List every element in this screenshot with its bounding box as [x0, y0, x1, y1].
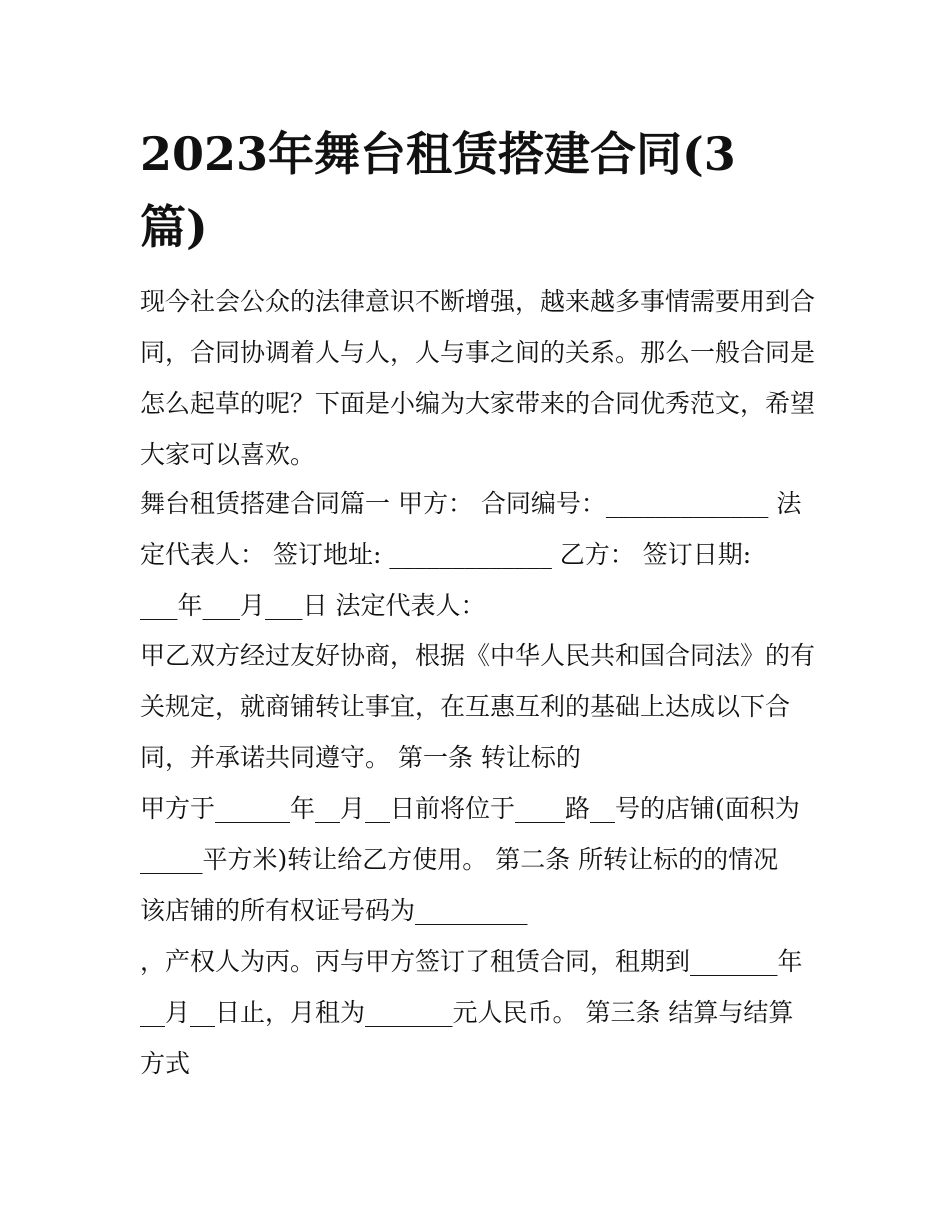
intro-line-2: 同，合同协调着人与人，人与事之间的关系。那么一般合同是	[140, 338, 816, 367]
clause-line-5: _____平方米)转让给乙方使用。 第二条 所转让标的的情况	[140, 845, 779, 874]
clause-line-6: 该店铺的所有权证号码为_________	[140, 896, 528, 925]
document-title	[140, 118, 780, 264]
contract-clause-paragraph	[140, 630, 820, 1089]
contract-header-paragraph	[140, 478, 820, 631]
header-line-2: 定代表人： 签订地址: _____________ 乙方： 签订日期:	[140, 540, 752, 569]
clause-line-3: 同，并承诺共同遵守。 第一条 转让标的	[140, 743, 581, 772]
intro-line-1: 现今社会公众的法律意识不断增强，越来越多事情需要用到合	[140, 287, 816, 316]
clause-line-8: __月__日止，月租为_______元人民币。 第三条 结算与结算	[140, 998, 794, 1027]
clause-line-1: 甲乙双方经过友好协商，根据《中华人民共和国合同法》的有	[140, 641, 816, 670]
title-line-2: 篇)	[140, 200, 208, 254]
intro-line-4: 大家可以喜欢。	[140, 440, 316, 469]
intro-paragraph	[140, 276, 820, 480]
clause-line-4: 甲方于______年__月__日前将位于____路__号的店铺(面积为	[140, 794, 800, 823]
clause-line-7: ，产权人为丙。丙与甲方签订了租赁合同，租期到_______年	[140, 947, 803, 976]
header-line-3: ___年___月___日 法定代表人：	[140, 591, 486, 620]
intro-line-3: 怎么起草的呢？下面是小编为大家带来的合同优秀范文，希望	[140, 389, 816, 418]
clause-line-9: 方式	[140, 1049, 191, 1078]
header-line-1: 舞台租赁搭建合同篇一 甲方： 合同编号：_____________ 法	[140, 489, 802, 518]
clause-line-2: 关规定，就商铺转让事宜，在互惠互利的基础上达成以下合	[140, 692, 791, 721]
title-line-1: 2023年舞台租赁搭建合同(3	[140, 127, 736, 181]
